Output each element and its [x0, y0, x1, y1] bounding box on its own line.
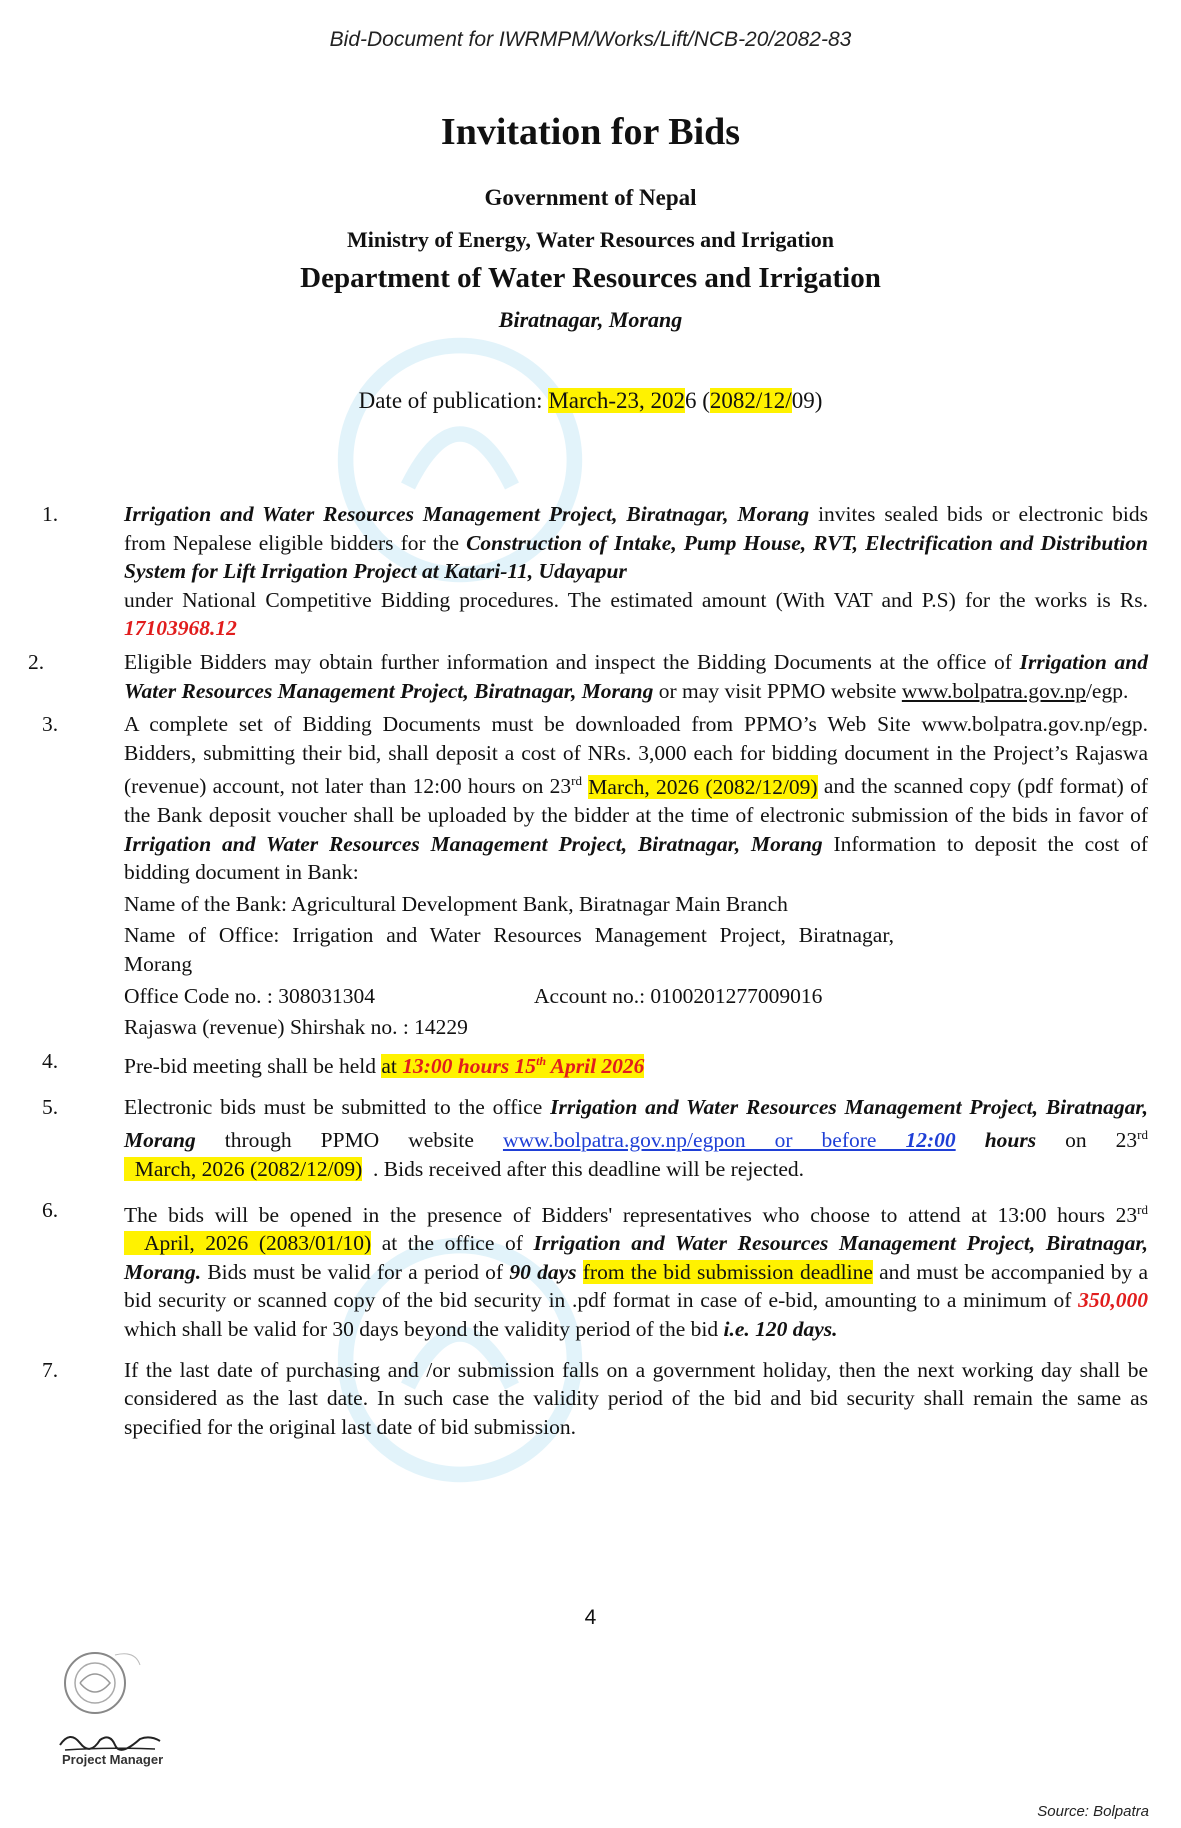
list-item: 1. Irrigation and Water Resources Management Project, Biratnagar, Morang invites sealed bids or electronic bids from Nepalese eligible bidders for the Construction of Intake, Pump House, RVT, Electrification and Distribution System for Lift Irrigation Project at Katari-11, Udayapur under National Competitive Bidding procedures. The estimated amount (With VAT and P.S) for the works is Rs. 17103968.12	[42, 502, 1149, 641]
source-caption: Source: Bolpatra	[1037, 1803, 1149, 1820]
item-number: 6.	[42, 1197, 59, 1222]
office-account-row	[124, 982, 1148, 1011]
bid-items-list	[28, 500, 1148, 1446]
location: Biratnagar, Morang	[498, 307, 683, 332]
page-title: Invitation for Bids	[440, 111, 741, 153]
department-name: Department of Water Resources and Irrigation	[300, 262, 881, 294]
item-number: 4.	[42, 1048, 59, 1073]
office-seal-icon	[55, 1645, 145, 1725]
list-item: 7. If the last date of purchasing and /or submission falls on a government holiday, then the next working day shall be considered as the last date. In such case the validity period of the bid and bid security shall remain the same as specified for the original last date of bid submission.	[42, 1357, 1148, 1439]
office-code: Office Code no. : 308031304	[124, 983, 375, 1008]
ppmo-website-link[interactable]: www.bolpatra.gov.np	[901, 678, 1086, 703]
egp-submission-link[interactable]: www.bolpatra.gov.np/egpon or before 12:00	[502, 1128, 956, 1153]
bank-name: Name of the Bank: Agricultural Development Bank, Biratnagar Main Branch	[124, 891, 788, 916]
page-number: 4	[584, 1606, 597, 1629]
item-number: 7.	[42, 1357, 59, 1382]
estimated-amount: 17103968.12	[124, 616, 237, 641]
list-item: 4. Pre-bid meeting shall be held at 13:00 hours 15th April 2026	[42, 1048, 645, 1078]
list-item: 3. A complete set of Bidding Documents must be downloaded from PPMO’s Web Site www.bolpatra.gov.np/egp. Bidders, submitting their bid, shall deposit a cost of NRs. 3,000 each for bidding document in the Project’s Rajaswa (revenue) account, not later than 12:00 hours on 23rd March, 2026 (2082/12/09) and the scanned copy (pdf format) of the Bank deposit voucher shall be uploaded by the bidder at the time of electronic submission of the bids in favor of Irrigation and Water Resources Management Project, Biratnagar, Morang Information to deposit the cost of bidding document in Bank: Name of the Bank: Agricultural Development Bank, Biratnagar Main Branch Name of Office: Irrigation and Water Resources Management Project, Biratnagar, Morang Office Code no. : 308031304 Account no.: 0100201277009016 Rajaswa (revenue) Shirshak no. : 14229	[28, 710, 1148, 1042]
account-number: Account no.: 0100201277009016	[534, 983, 823, 1008]
item-number: 5.	[42, 1094, 59, 1119]
document-reference: Bid-Document for IWRMPM/Works/Lift/NCB-20/2082-83	[329, 28, 852, 51]
item-number: 1.	[42, 502, 59, 526]
pre-bid-meeting-time: at 13:00 hours 15th April 2026	[381, 1053, 645, 1078]
signature-icon	[55, 1725, 165, 1755]
publication-date: Date of publication: March-23, 2026 (2082/12/09)	[358, 388, 823, 413]
office-name: Name of Office: Irrigation and Water Resources Management Project, Biratnagar, Morang	[124, 923, 894, 977]
signatory-title: Project Manager	[62, 1752, 164, 1767]
list-item: 6. The bids will be opened in the presence of Bidders' representatives who choose to attend at 13:00 hours 23rd April, 2026 (2083/01/10) at the office of Irrigation and Water Resources Management Project, Biratnagar, Morang. Bids must be valid for a period of 90 days from the bid submission deadline and must be accompanied by a bid security or scanned copy of the bid security in .pdf format in case of e-bid, amounting to a minimum of 350,000 which shall be valid for 30 days beyond the validity period of the bid i.e. 120 days.	[42, 1197, 1148, 1342]
item-number: 2.	[28, 649, 45, 674]
government-name: Government of Nepal	[484, 185, 697, 210]
bid-security-amount: 350,000	[1078, 1288, 1148, 1313]
ministry-name: Ministry of Energy, Water Resources and Irrigation	[346, 227, 835, 252]
item-number: 3.	[42, 712, 59, 737]
rajaswa-shirshak: Rajaswa (revenue) Shirshak no. : 14229	[124, 1015, 468, 1040]
list-item: 5. Electronic bids must be submitted to the office Irrigation and Water Resources Management Project, Biratnagar, Morang through PPMO website www.bolpatra.gov.np/egpon or before 12:00 hours on 23rd March, 2026 (2082/12/09) . Bids received after this deadline will be rejected.	[42, 1094, 1148, 1181]
list-item: 2. Eligible Bidders may obtain further information and inspect the Bidding Documents at the office of Irrigation and Water Resources Management Project, Biratnagar, Morang or may visit PPMO website www.bolpatra.gov.np/egp.	[28, 649, 1148, 703]
